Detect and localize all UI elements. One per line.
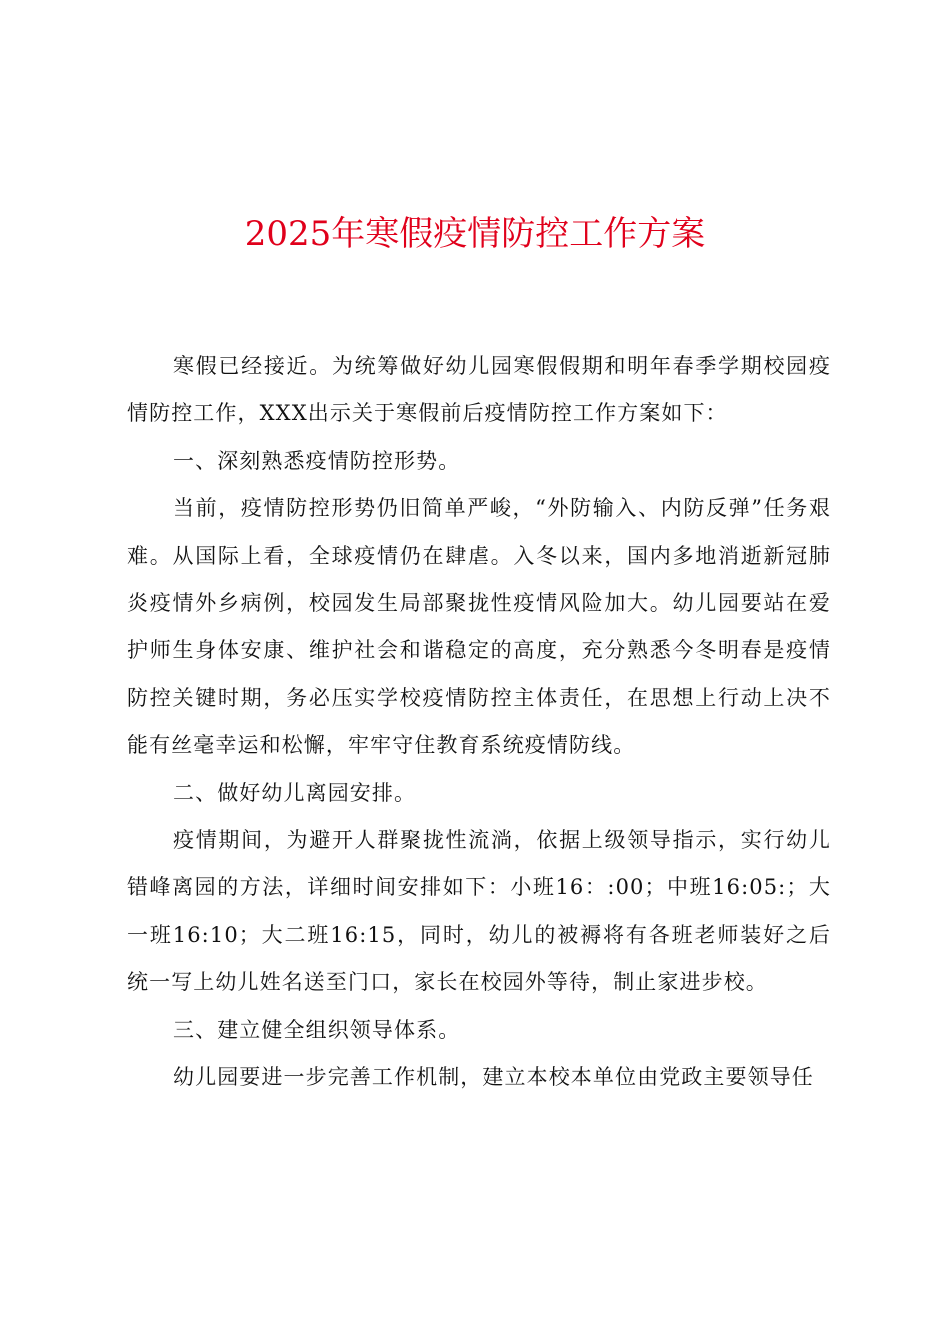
- section-2-paragraph: 疫情期间，为避开人群聚拢性流淌，依据上级领导指示，实行幼儿错峰离园的方法，详细时间安排如下：小班16：:00；中班16:05:；大一班16:10；大二班16:15，同时，幼儿的被褥将有各班老师装好之后统一写上幼儿姓名送至门口，家长在校园外等待，制止家进步校。: [127, 828, 831, 995]
- intro-paragraph: 寒假已经接近。为统筹做好幼儿园寒假假期和明年春季学期校园疫情防控工作，XXX出示关于寒假前后疫情防控工作方案如下：: [127, 354, 831, 426]
- document-body: [127, 343, 831, 1102]
- section-heading-2: 二、做好幼儿离园安排。: [173, 780, 417, 805]
- section-heading-3: 三、建立健全组织领导体系。: [173, 1017, 461, 1042]
- section-3-paragraph: 幼儿园要进一步完善工作机制，建立本校本单位由党政主要领导任: [173, 1065, 814, 1090]
- section-1-paragraph: 当前，疫情防控形势仍旧简单严峻，“外防输入、内防反弹”任务艰难。从国际上看，全球疫情仍在肆虐。入冬以来，国内多地消逝新冠肺炎疫情外乡病例，校园发生局部聚拢性疫情风险加大。幼儿园要站在爱护师生身体安康、维护社会和谐稳定的高度，充分熟悉今冬明春是疫情防控关键时期，务必压实学校疫情防控主体责任，在思想上行动上决不能有丝毫幸运和松懈，牢牢守住教育系统疫情防线。: [127, 496, 831, 758]
- section-heading-1: 一、深刻熟悉疫情防控形势。: [173, 448, 461, 473]
- document-title: 2025年寒假疫情防控工作方案: [244, 214, 706, 254]
